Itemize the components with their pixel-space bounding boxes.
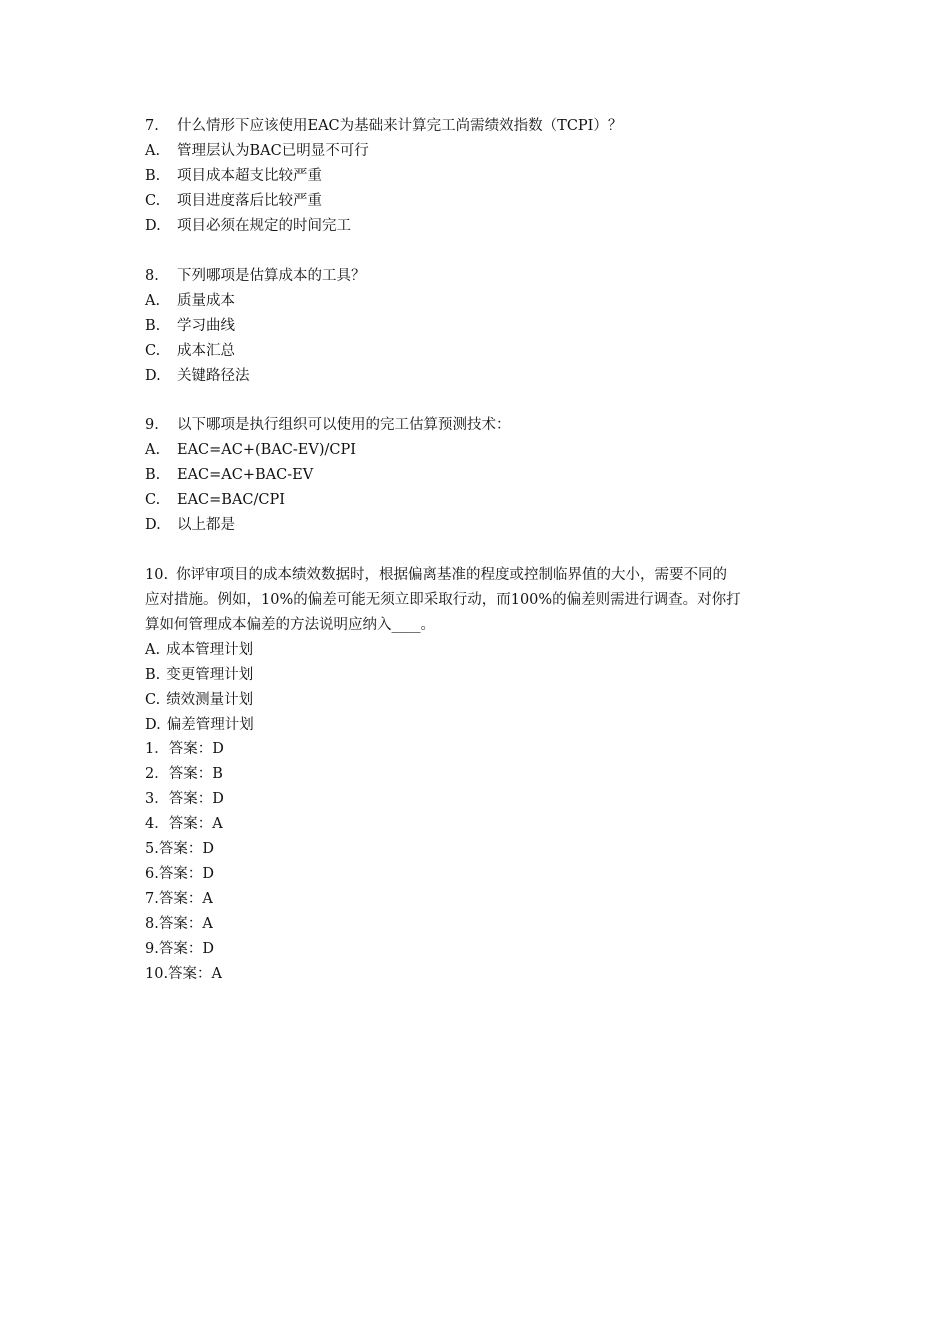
option-c: C. 成本汇总 — [145, 343, 235, 359]
question-number: 10. — [145, 567, 169, 583]
option-d: D. 关键路径法 — [145, 368, 250, 384]
question-stem — [145, 413, 815, 438]
answer-item: 2．答案：B — [145, 766, 223, 782]
answer-item: 7.答案：A — [145, 891, 213, 907]
answer-key — [145, 737, 445, 987]
question-stem-line-2: 应对措施。例如，10%的偏差可能无须立即采取行动，而100%的偏差则需进行调查。对你打 — [145, 592, 741, 608]
option-a: A. 管理层认为BAC已明显不可行 — [145, 143, 369, 159]
question-9 — [145, 413, 815, 538]
question-number: 8. — [145, 268, 159, 284]
answer-item: 6.答案：D — [145, 866, 214, 882]
question-stem — [145, 264, 815, 289]
option-b: B. 学习曲线 — [145, 318, 235, 334]
option-d: D. 项目必须在规定的时间完工 — [145, 218, 351, 234]
option-a: A. 成本管理计划 — [145, 642, 254, 658]
option-d: D. 偏差管理计划 — [145, 717, 254, 733]
option-c: C. EAC=BAC/CPI — [145, 492, 285, 508]
option-b: B. 变更管理计划 — [145, 667, 254, 683]
answer-item: 9.答案：D — [145, 941, 214, 957]
question-8 — [145, 264, 815, 389]
question-7 — [145, 114, 815, 239]
option-b: B. 项目成本超支比较严重 — [145, 168, 322, 184]
option-a: A. EAC=AC+(BAC-EV)/CPI — [145, 442, 356, 458]
option-b: B. EAC=AC+BAC-EV — [145, 467, 314, 483]
answer-item: 1．答案：D — [145, 741, 224, 757]
answer-item: 3．答案：D — [145, 791, 224, 807]
question-text: 什么情形下应该使用EAC为基础来计算完工尚需绩效指数（TCPI）？ — [177, 118, 623, 134]
answer-item: 4．答案：A — [145, 816, 223, 832]
option-d: D. 以上都是 — [145, 517, 235, 533]
question-stem-line-1 — [145, 563, 815, 588]
option-a: A. 质量成本 — [145, 293, 235, 309]
answer-item: 10.答案：A — [145, 966, 223, 982]
question-10 — [145, 563, 815, 738]
question-number: 9. — [145, 417, 159, 433]
question-text: 你评审项目的成本绩效数据时，根据偏离基准的程度或控制临界值的大小，需要不同的 — [176, 567, 728, 583]
answer-item: 5.答案：D — [145, 841, 214, 857]
question-stem — [145, 114, 815, 139]
option-c: C. 项目进度落后比较严重 — [145, 193, 322, 209]
option-c: C. 绩效测量计划 — [145, 692, 254, 708]
answer-item: 8.答案：A — [145, 916, 213, 932]
question-stem-line-3: 算如何管理成本偏差的方法说明应纳入____。 — [145, 617, 435, 633]
question-number: 7. — [145, 118, 159, 134]
question-text: 下列哪项是估算成本的工具？ — [177, 268, 366, 284]
question-text: 以下哪项是执行组织可以使用的完工估算预测技术： — [177, 417, 511, 433]
